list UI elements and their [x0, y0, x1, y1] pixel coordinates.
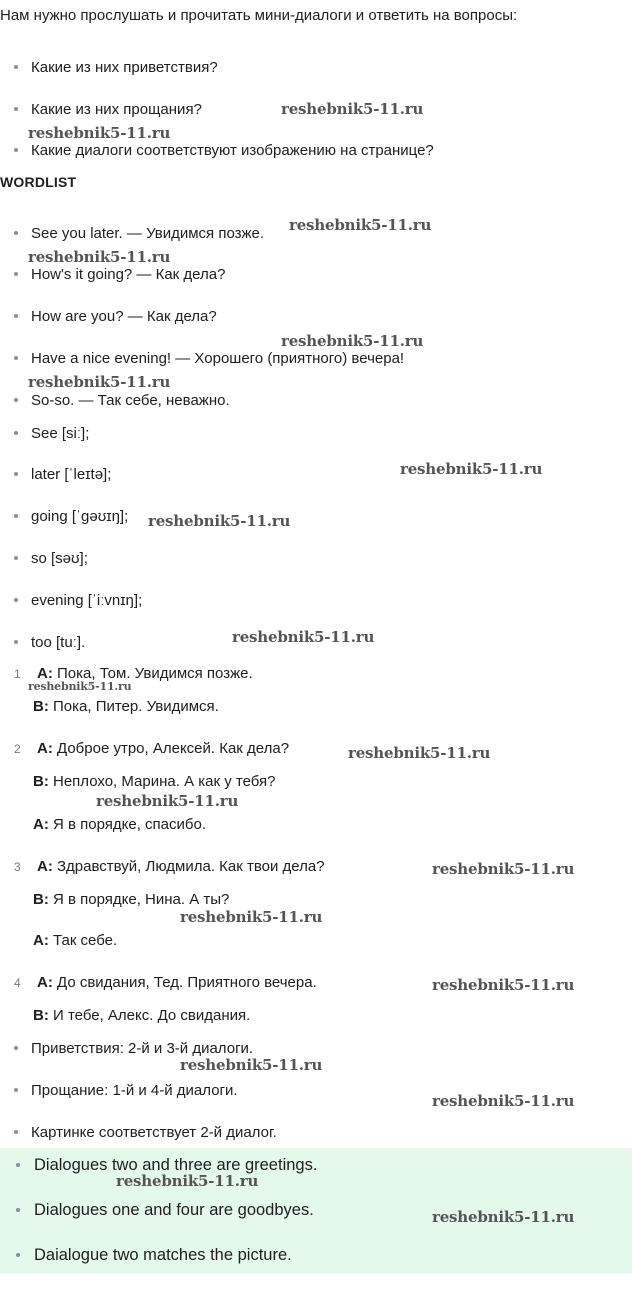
line-text: Я в порядке, спасибо. — [48, 816, 206, 833]
speaker-label: B: — [33, 698, 49, 715]
bullet-icon — [14, 598, 18, 602]
bullet-icon — [14, 314, 18, 318]
dialogue-number: 4 — [14, 976, 21, 990]
dialogue-number: 1 — [14, 667, 21, 681]
line-text: Я в порядке, Нина. А ты? — [48, 891, 230, 908]
wordlist-text: Have a nice evening! — Хорошего (приятного) вечера! — [31, 350, 405, 367]
answer-item — [14, 1040, 253, 1057]
question-text: Какие диалоги соответствуют изображению на странице? — [31, 142, 434, 159]
wordlist-text: See you later. — Увидимся позже. — [31, 225, 265, 242]
answer-text: Прощание: 1-й и 4-й диалоги. — [31, 1082, 238, 1099]
answer-item-en — [16, 1201, 314, 1220]
watermark: reshebnik5-11.ru — [180, 908, 323, 926]
bullet-icon — [16, 1208, 20, 1212]
wordlist-item — [14, 266, 225, 283]
wordlist-heading: WORDLIST — [0, 174, 77, 190]
dialogue-line — [33, 698, 219, 715]
bullet-icon — [14, 640, 18, 644]
dialogue-line — [37, 974, 317, 991]
wordlist-item — [14, 225, 264, 242]
wordlist-text: How's it going? — Как дела? — [31, 266, 226, 283]
question-item — [14, 59, 218, 76]
watermark: reshebnik5-11.ru — [289, 216, 432, 234]
dialogue-number: 2 — [14, 742, 21, 756]
wordlist-text: evening [ˈiːvnɪŋ]; — [31, 592, 143, 609]
speaker-label: A: — [33, 932, 49, 949]
question-text: Какие из них приветствия? — [31, 59, 218, 76]
dialogue-line — [33, 773, 276, 790]
wordlist-text: so [səʊ]; — [31, 550, 88, 567]
speaker-label: A: — [33, 816, 49, 833]
bullet-icon — [16, 1253, 20, 1257]
answer-item — [14, 1124, 277, 1141]
wordlist-item — [14, 350, 404, 367]
watermark: reshebnik5-11.ru — [28, 373, 171, 391]
answer-item-en — [16, 1246, 292, 1265]
watermark: reshebnik5-11.ru — [432, 976, 575, 994]
answer-text: Картинке соответствует 2-й диалог. — [31, 1124, 277, 1141]
bullet-icon — [14, 1088, 18, 1092]
answer-text: Dialogues one and four are goodbyes. — [34, 1201, 314, 1219]
line-text: До свидания, Тед. Приятного вечера. — [52, 974, 317, 991]
watermark: reshebnik5-11.ru — [28, 680, 132, 693]
watermark: reshebnik5-11.ru — [232, 628, 375, 646]
question-item — [14, 142, 434, 159]
bullet-icon — [14, 356, 18, 360]
wordlist-text: later [ˈleɪtə]; — [31, 466, 112, 483]
speaker-label: B: — [33, 1007, 49, 1024]
watermark: reshebnik5-11.ru — [96, 792, 239, 810]
bullet-icon — [16, 1163, 20, 1167]
bullet-icon — [14, 1046, 18, 1050]
dialogue-line — [33, 932, 117, 949]
bullet-icon — [14, 272, 18, 276]
wordlist-item — [14, 308, 217, 325]
dialogue-number: 3 — [14, 860, 21, 874]
line-text: Доброе утро, Алексей. Как дела? — [52, 740, 290, 757]
watermark: reshebnik5-11.ru — [28, 248, 171, 266]
speaker-label: A: — [37, 740, 53, 757]
answer-text: Приветствия: 2-й и 3-й диалоги. — [31, 1040, 254, 1057]
dialogue-line — [37, 858, 325, 875]
intro-text: Нам нужно прослушать и прочитать мини-диалоги и ответить на вопросы: — [0, 7, 518, 24]
watermark: reshebnik5-11.ru — [281, 100, 424, 118]
wordlist-text: See [siː]; — [31, 425, 90, 442]
watermark: reshebnik5-11.ru — [348, 744, 491, 762]
bullet-icon — [14, 107, 18, 111]
speaker-label: A: — [37, 665, 53, 682]
speaker-label: B: — [33, 891, 49, 908]
dialogue-line — [33, 891, 229, 908]
bullet-icon — [14, 65, 18, 69]
line-text: Здравствуй, Людмила. Как твои дела? — [52, 858, 325, 875]
question-text: Какие из них прощания? — [31, 101, 202, 118]
wordlist-item — [14, 508, 128, 525]
answer-text: Dialogues two and three are greetings. — [34, 1156, 318, 1174]
bullet-icon — [14, 148, 18, 152]
line-text: Неплохо, Марина. А как у тебя? — [48, 773, 276, 790]
speaker-label: A: — [37, 858, 53, 875]
dialogue-line — [33, 1007, 250, 1024]
bullet-icon — [14, 472, 18, 476]
watermark: reshebnik5-11.ru — [432, 1208, 575, 1226]
bullet-icon — [14, 398, 18, 402]
answer-item — [14, 1082, 238, 1099]
watermark: reshebnik5-11.ru — [180, 1056, 323, 1074]
bullet-icon — [14, 556, 18, 560]
question-item — [14, 101, 202, 118]
bullet-icon — [14, 231, 18, 235]
bullet-icon — [14, 1130, 18, 1134]
answer-text: Daialogue two matches the picture. — [34, 1246, 292, 1264]
line-text: Так себе. — [48, 932, 118, 949]
watermark: reshebnik5-11.ru — [281, 332, 424, 350]
wordlist-item — [14, 550, 88, 567]
speaker-label: A: — [37, 974, 53, 991]
wordlist-item — [14, 634, 85, 651]
wordlist-text: going [ˈɡəʊɪŋ]; — [31, 508, 129, 525]
dialogue-line — [37, 740, 289, 757]
wordlist-item — [14, 392, 230, 409]
wordlist-item — [14, 466, 111, 483]
wordlist-item — [14, 592, 142, 609]
watermark: reshebnik5-11.ru — [432, 1092, 575, 1110]
wordlist-text: So-so. — Так себе, неважно. — [31, 392, 230, 409]
watermark: reshebnik5-11.ru — [432, 860, 575, 878]
dialogue-line — [33, 816, 206, 833]
line-text: И тебе, Алекс. До свидания. — [48, 1007, 251, 1024]
wordlist-text: How are you? — Как дела? — [31, 308, 217, 325]
bullet-icon — [14, 514, 18, 518]
line-text: Пока, Том. Увидимся позже. — [52, 665, 253, 682]
bullet-icon — [14, 431, 18, 435]
line-text: Пока, Питер. Увидимся. — [48, 698, 219, 715]
wordlist-item — [14, 425, 89, 442]
watermark: reshebnik5-11.ru — [28, 124, 171, 142]
wordlist-text: too [tuː]. — [31, 634, 86, 651]
watermark: reshebnik5-11.ru — [148, 512, 291, 530]
watermark: reshebnik5-11.ru — [400, 460, 543, 478]
speaker-label: B: — [33, 773, 49, 790]
watermark: reshebnik5-11.ru — [116, 1172, 259, 1190]
